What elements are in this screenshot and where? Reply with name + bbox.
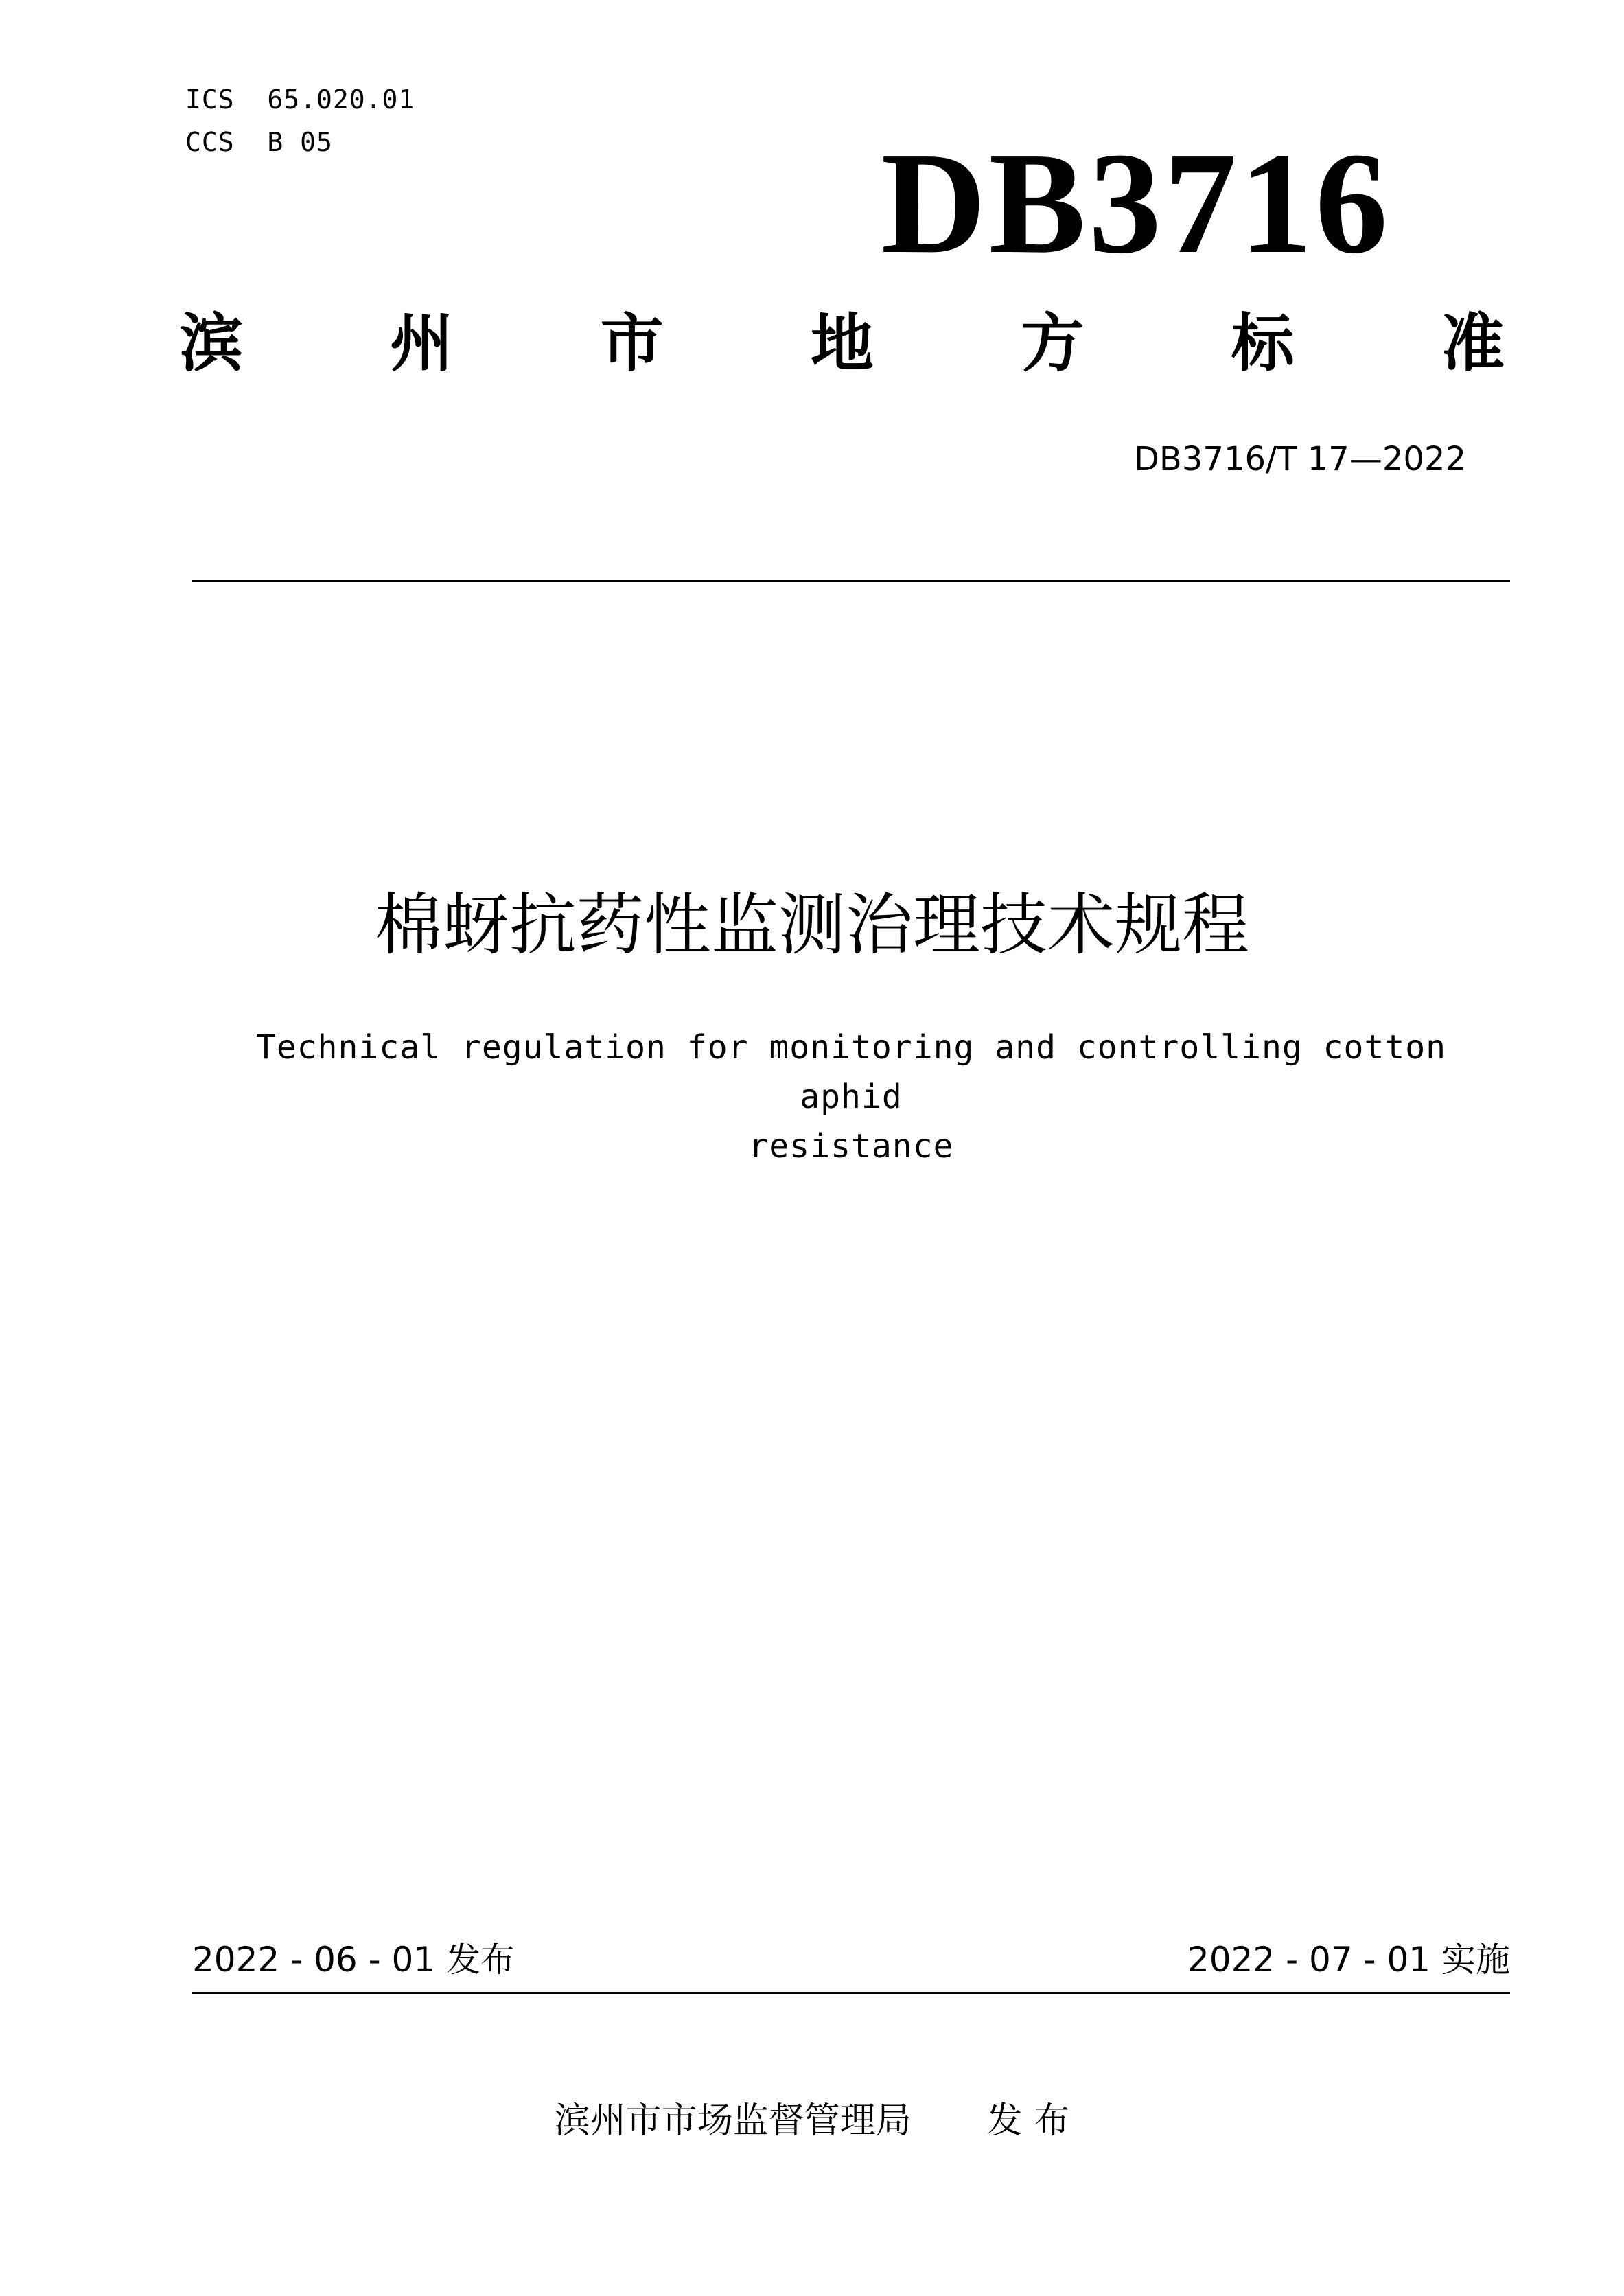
standard-type-char: 滨 [180,307,244,380]
standard-type-char: 标 [1231,307,1295,380]
standard-number: DB3716/T 17—2022 [1133,440,1466,478]
bottom-divider [192,1992,1510,1994]
standard-type-char: 方 [1021,307,1084,380]
implementation-date: 2022 - 07 - 01 实施 [1187,1940,1510,1980]
classification-block [185,78,415,163]
standard-type-char: 州 [390,307,454,380]
english-title-line: Technical regulation for monitoring and controlling cotton aphid [255,1028,1447,1116]
publisher-action: 发 布 [986,2100,1070,2142]
standard-type-char: 市 [600,307,664,380]
publisher-line [0,2097,1624,2145]
standard-type-char: 地 [810,307,874,380]
document-title-english [227,1023,1476,1171]
issue-date: 2022 - 06 - 01 发布 [192,1940,515,1980]
standard-type-heading [180,307,1505,380]
top-divider [192,580,1510,582]
document-title-chinese: 棉蚜抗药性监测治理技术规程 [374,886,1249,964]
publisher-name: 滨州市市场监督管理局 [554,2100,912,2142]
ccs-code: CCS B 05 [185,127,333,157]
standard-code-logo: DB3716 [881,122,1391,283]
standard-type-char: 准 [1441,307,1505,380]
date-row [192,1936,1510,1984]
ics-code: ICS 65.020.01 [185,84,415,115]
english-title-line: resistance [748,1127,954,1166]
